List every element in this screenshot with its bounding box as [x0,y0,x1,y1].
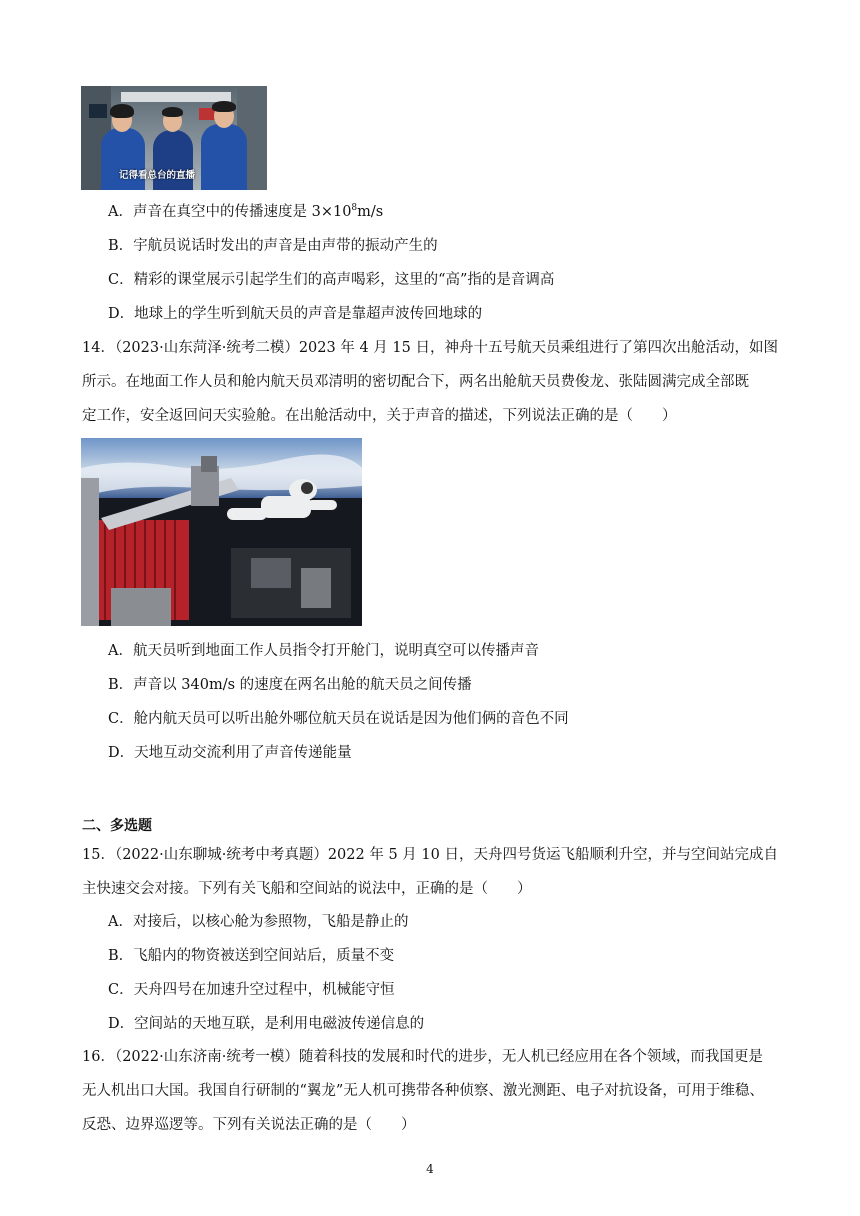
option-text: 精彩的课堂展示引起学生们的高声喝彩，这里的“高”指的是音调高 [133,272,555,288]
q14-option-d: D．天地互动交流利用了声音传递能量 [108,745,352,761]
q13-option-a [108,202,383,222]
space-classroom-photo [81,86,267,190]
q15-option-c: C．天舟四号在加速升空过程中，机械能守恒 [108,982,395,998]
page-number: 4 [426,1162,434,1176]
q16-stem-line: 16．（2022·山东济南·统考一模）随着科技的发展和时代的进步，无人机已经应用在各个领域，而我国更是 [82,1049,763,1065]
q13-option-d [108,304,482,324]
q15-stem-line: 主快速交会对接。下列有关飞船和空间站的说法中，正确的是（ ） [82,881,532,897]
section-heading: 二、多选题 [82,818,152,834]
q14-stem-line: 所示。在地面工作人员和舱内航天员邓清明的密切配合下，两名出舱航天员费俊龙、张陆圆满完成全部既 [82,374,749,390]
option-label: C． [108,272,134,288]
option-text: 地球上的学生听到航天员的声音是靠超声波传回地球的 [134,306,483,322]
q14-stem-line: 14．（2023·山东菏泽·统考二模）2023 年 4 月 15 日，神舟十五号航天员乘组进行了第四次出舱活动，如图 [82,340,778,356]
option-label: D． [108,306,135,322]
option-text: 宇航员说话时发出的声音是由声带的振动产生的 [133,238,438,254]
image-caption: 记得看总台的直播 [119,170,196,181]
option-label: A． [108,204,133,220]
option-unit: m/s [357,204,384,220]
q16-stem-line: 反恐、边界巡逻等。下列有关说法正确的是（ ） [82,1117,416,1133]
q14-option-b: B．声音以 340m/s 的速度在两名出舱的航天员之间传播 [108,677,472,693]
spacewalk-illustration [81,438,362,626]
spacewalk-photo [81,438,362,626]
q14-option-c: C．舱内航天员可以听出舱外哪位航天员在说话是因为他们俩的音色不同 [108,711,569,727]
option-text: 声音在真空中的传播速度是 3×10 [132,204,352,220]
q16-stem-line: 无人机出口大国。我国自行研制的“翼龙”无人机可携带各种侦察、激光测距、电子对抗设备，可用于维稳、 [82,1083,764,1099]
q15-option-a: A．对接后，以核心舱为参照物，飞船是静止的 [108,914,409,930]
q14-stem-line: 定工作，安全返回问天实验舱。在出舱活动中，关于声音的描述，下列说法正确的是（ ） [82,408,677,424]
superscript-exponent: 8 [351,203,358,214]
q13-option-c [108,270,554,290]
q13-option-b [108,236,438,256]
q15-stem-line: 15．（2022·山东聊城·统考中考真题）2022 年 5 月 10 日，天舟四号货运飞船顺利升空，并与空间站完成自 [82,847,778,863]
q15-option-b: B．飞船内的物资被送到空间站后，质量不变 [108,948,395,964]
option-label: B． [108,238,134,254]
q15-option-d: D．空间站的天地互联，是利用电磁波传递信息的 [108,1016,425,1032]
q14-option-a: A．航天员听到地面工作人员指令打开舱门，说明真空可以传播声音 [108,643,539,659]
